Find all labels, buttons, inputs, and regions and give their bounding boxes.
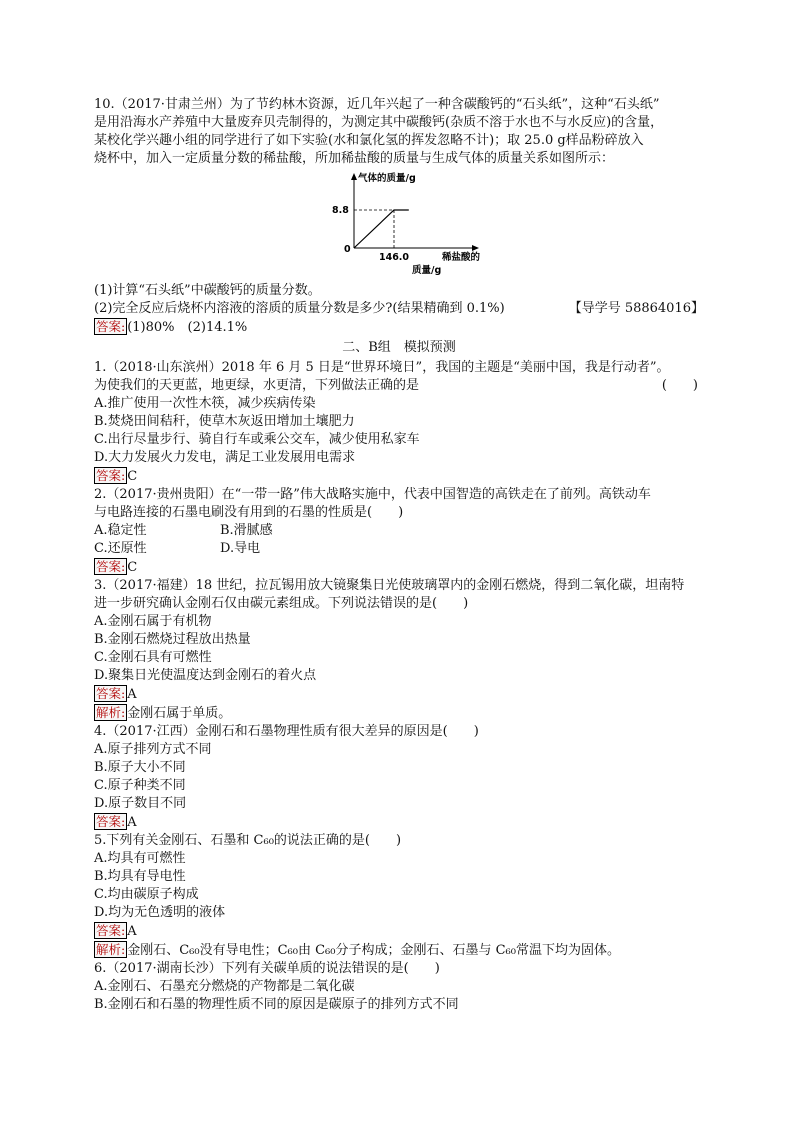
q2-option-b: B.滑腻感	[220, 523, 273, 538]
q1-answer-row	[94, 467, 704, 486]
q2-option-c: C.还原性	[94, 541, 147, 556]
q4-option-a: A.原子排列方式不同	[94, 742, 212, 757]
q2-stem-1: 2.（2017·贵州贵阳）在“一带一路”伟大战略实施中，代表中国智造的高铁走在了前列。高铁动车	[94, 487, 651, 502]
answer-label: 答案:	[96, 923, 126, 938]
q10-sub-2-row	[94, 300, 704, 318]
q10-code: 【导学号 58864016】	[568, 301, 704, 316]
q10-line-1: 10.（2017·甘肃兰州）为了节约林木资源，近几年兴起了一种含碳酸钙的“石头纸”，这种“石头纸”	[94, 97, 660, 112]
q6-stem-1: 6.（2017·湖南长沙）下列有关碳单质的说法错误的是( )	[94, 961, 440, 976]
answer-label: 答案:	[96, 468, 126, 483]
q5-option-c: C.均由碳原子构成	[94, 887, 199, 902]
q5-option-b: B.均具有导电性	[94, 869, 186, 884]
q2-option-d: D.导电	[220, 541, 261, 556]
q3-option-b: B.金刚石燃烧过程放出热量	[94, 632, 251, 647]
analysis-label: 解析:	[96, 705, 126, 720]
q4-option-c: C.原子种类不同	[94, 778, 186, 793]
q6-option-b: B.金刚石和石墨的物理性质不同的原因是碳原子的排列方式不同	[94, 997, 459, 1012]
q10-chart	[94, 170, 704, 280]
chart-x-arrow	[472, 245, 479, 251]
chart-xlabel-line1: 稀盐酸的	[442, 252, 481, 263]
chart-y-tick-label: 8.8	[332, 205, 349, 216]
q5-stem-1: 5.下列有关金刚石、石墨和 C₆₀的说法正确的是( )	[94, 833, 402, 848]
q2-stem-2: 与电路连接的石墨电刷没有用到的石墨的性质是( )	[94, 505, 404, 520]
chart-ylabel: 气体的质量/g	[358, 173, 416, 184]
q10-line-4: 烧杯中，加入一定质量分数的稀盐酸，所加稀盐酸的质量与生成气体的质量关系如图所示：	[94, 151, 615, 166]
gas-mass-chart-svg	[94, 170, 704, 280]
chart-x-tick-label: 146.0	[378, 252, 410, 263]
exam-page	[94, 96, 704, 1014]
q1-stem-2-row	[94, 377, 704, 395]
q4-option-b: B.原子大小不同	[94, 760, 186, 775]
q3-stem-1: 3.（2017·福建）18 世纪，拉瓦锡用放大镜聚集日光使玻璃罩内的金刚石燃烧，得到二氧化碳，坦南特	[94, 578, 685, 593]
q3-answer-row	[94, 685, 704, 704]
q2-option-a: A.稳定性	[94, 523, 147, 538]
q10-sub-2: (2)完全反应后烧杯内溶液的溶质的质量分数是多少?(结果精确到 0.1%)	[94, 301, 505, 316]
chart-series-line	[354, 210, 409, 248]
q2-options-row-1	[94, 522, 704, 540]
q1-answer: C	[127, 469, 138, 484]
answer-label: 答案:	[96, 814, 126, 829]
q3-answer: A	[127, 687, 137, 702]
q2-options-row-2	[94, 540, 704, 558]
q10-answer: (1)80% (2)14.1%	[127, 320, 248, 335]
q3-option-c: C.金刚石具有可燃性	[94, 650, 212, 665]
q3-analysis-row	[94, 704, 704, 723]
q10-line-3: 某校化学兴趣小组的同学进行了如下实验(水和氯化氢的挥发忽略不计)；取 25.0 g样品粉碎放入	[94, 133, 644, 148]
answer-label: 答案:	[96, 319, 126, 334]
q5-answer-row	[94, 922, 704, 941]
q1-option-a: A.推广使用一次性木筷，减少疾病传染	[94, 396, 316, 411]
q2-answer-row	[94, 558, 704, 577]
q3-option-a: A.金刚石属于有机物	[94, 614, 212, 629]
chart-origin-label: 0	[344, 244, 351, 255]
q6-option-a: A.金刚石、石墨充分燃烧的产物都是二氧化碳	[94, 979, 355, 994]
q1-bracket: ( )	[661, 378, 698, 393]
q3-option-d: D.聚集日光使温度达到金刚石的着火点	[94, 668, 317, 683]
q1-option-d: D.大力发展火力发电，满足工业发展用电需求	[94, 450, 356, 465]
q2-answer: C	[127, 560, 138, 575]
q10-line-2: 是用沿海水产养殖中大量废弃贝壳制得的，为测定其中碳酸钙(杂质不溶于水也不与水反应)的含量，	[94, 115, 664, 130]
q10-sub-1: (1)计算“石头纸”中碳酸钙的质量分数。	[94, 283, 321, 298]
q3-stem-2: 进一步研究确认金刚石仅由碳元素组成。下列说法错误的是( )	[94, 596, 469, 611]
q4-stem-1: 4.（2017·江西）金刚石和石墨物理性质有很大差异的原因是( )	[94, 724, 479, 739]
analysis-label: 解析:	[96, 942, 126, 957]
q1-stem-1: 1.（2018·山东滨州）2018 年 6 月 5 日是“世界环境日”，我国的主题是“美丽中国，我是行动者”。	[94, 360, 670, 375]
q1-stem-2: 为使我们的天更蓝，地更绿，水更清，下列做法正确的是	[94, 378, 420, 393]
q5-option-d: D.均为无色透明的液体	[94, 905, 226, 920]
chart-xlabel-line2: 质量/g	[412, 265, 442, 276]
q4-option-d: D.原子数目不同	[94, 796, 187, 811]
q10-answer-row	[94, 318, 704, 337]
q4-answer-row	[94, 813, 704, 832]
chart-y-arrow	[351, 173, 357, 180]
section-title: 二、B组 模拟预测	[342, 340, 456, 355]
q1-option-b: B.焚烧田间秸秆，使草木灰返田增加土壤肥力	[94, 414, 355, 429]
q4-answer: A	[127, 815, 137, 830]
q3-analysis: 金刚石属于单质。	[127, 706, 232, 721]
q5-analysis-row	[94, 941, 704, 960]
answer-label: 答案:	[96, 559, 126, 574]
q1-option-c: C.出行尽量步行、骑自行车或乘公交车，减少使用私家车	[94, 432, 420, 447]
q5-analysis: 金刚石、C₆₀没有导电性；C₆₀由 C₆₀分子构成；金刚石、石墨与 C₆₀常温下均为固体。	[127, 943, 620, 958]
q5-answer: A	[127, 924, 137, 939]
q5-option-a: A.均具有可燃性	[94, 851, 186, 866]
answer-label: 答案:	[96, 686, 126, 701]
